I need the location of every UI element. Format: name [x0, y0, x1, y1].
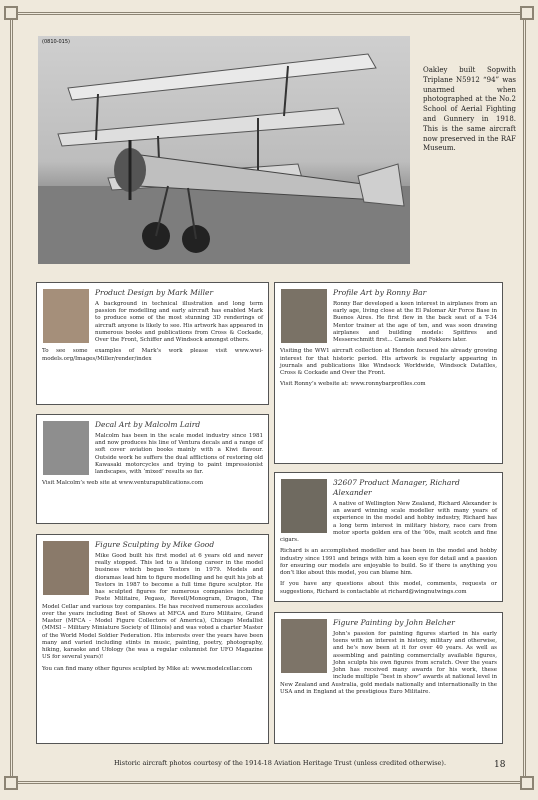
bio-ronny-bar [274, 282, 503, 464]
triplane-photo [38, 36, 410, 264]
mark-miller-portrait [43, 289, 89, 343]
mike-good-portrait [43, 541, 89, 595]
richard-alexander-portrait [281, 479, 327, 533]
bio-text: You can find many other figures sculpted by Mike at: www.modelcellar.com [42, 665, 253, 672]
bio-text: If you have any questions about this model, comments, requests or suggestions, Richard is contactable at richard@wingnutwings.com [280, 581, 497, 595]
bio-text: Richard is an accomplished modeller and has been in the model and hobby industry since 1991 and brings with him a keen eye for detail and a passion for ensuring our models are enjoyable to build. So if there is anything you don’t like about this model, you can blame him. [280, 548, 497, 577]
bio-richard-alexander [274, 472, 503, 602]
john-belcher-portrait [281, 619, 327, 673]
ronny-bar-portrait [281, 289, 327, 343]
bio-john-belcher [274, 612, 503, 744]
bio-text: Visit Ronny’s website at: www.ronnybarprofiles.com [280, 381, 426, 388]
triplane-illustration [38, 36, 410, 264]
bio-text: A native of Wellington New Zealand, Richard Alexander is an award winning scale modeller with many years of experience in the model and hobby industry, Richard has a long term interest in military history, race cars from motor sports golden era of the ‘60s, malt scotch and fine cigars. [280, 500, 497, 544]
bio-text: John’s passion for painting figures started in his early teens with an interest in history, military and otherwise, and he’s now been at it for over 40 years. As well as assembling and painting commercially available figures, John sculpts his own figures from scratch. Over the years John has received many awards for his work, these include multiple “best in show” awards at national level in New Zealand and Australia, gold medals nationally and internationally in the USA and in England at the prestigious Euro Militaire. [280, 630, 497, 695]
bio-mike-good [36, 534, 269, 744]
bio-title: 32607 Product Manager, Richard Alexander [333, 478, 460, 497]
photo-id: (0810-015) [42, 39, 70, 45]
photo-credit-note: Historic aircraft photos courtesy of the 1914-18 Aviation Heritage Trust (unless credited otherwise). [114, 759, 447, 767]
corner-ornament [520, 6, 534, 20]
bio-text: Visiting the WW1 aircraft collection at Hendon focused his already growing interest for that historic period. His artwork is regularly appearing in journals and publications like Windsock Worldwide, Windsock Datafiles, Cross & Cockade and Over the Front. [280, 348, 497, 377]
bio-title: Figure Painting by John Belcher [333, 618, 455, 627]
bio-text: Mike Good built his first model at 6 years old and never really stopped. This led to a lifelong career in the model business which began Testors in 1979. Models and dioramas lead him to figure modelling and he quit his job at Testors in 1987 to become a full time figure sculptor. He has sculpted figures for numerous companies including Poste Militaire, Pegaso, Revell/Monogram, Dragon, The Model Cellar and various toy companies. He has received numerous accolades over the years including Best of Shows at MFCA and Euro Militaire, Grand Master (MFCA - Model Figure Collectors of America), Chicago Medallist (MMSI – Military Miniature Society of Illinois) and was voted a charter Master of the World Model Soldier Federation. His interests over the years have been many and varied including stints in music, painting, poetry, photography, hiking, karaoke and Ufology (he was a regular columnist for UFO Magazine US for several years)! [42, 552, 263, 661]
bio-text: Ronny Bar developed a keen interest in airplanes from an early age, living close at the El Palomar Air Force Base in Buenos Aires. He first flew in the back seat of a T-34 Mentor trainer at the age of ten, and was soon drawing airplanes and building models: Spitfires and Messerschmitt first... Camels and Fokkers later. [333, 300, 497, 344]
corner-ornament [4, 6, 18, 20]
bio-mark-miller [36, 282, 269, 405]
bio-text: Visit Malcolm’s web site at www.venturapublications.com [42, 480, 204, 487]
bio-title: Figure Sculpting by Mike Good [95, 540, 215, 549]
corner-ornament [4, 776, 18, 790]
corner-ornament [520, 776, 534, 790]
bio-malcolm-laird [36, 414, 269, 524]
malcolm-laird-portrait [43, 421, 89, 475]
bio-text: To see some examples of Mark’s work please visit www.wwi-models.org/Images/Miller/render/index [42, 348, 263, 362]
bio-title: Profile Art by Ronny Bar [333, 288, 427, 297]
bio-text: Malcolm has been in the scale model industry since 1981 and now produces his line of Ventura decals and a range of soft cover aviation books mainly with a Kiwi flavour. Outside work he suffers the dual afflictions of restoring old Kawasaki motorcycles and trying to paint impressionist landscapes, with ‘mixed’ results so far. [95, 432, 263, 476]
photo-caption: Oakley built Sopwith Triplane N5912 “94” was unarmed when photographed at the No.2 School of Aerial Fighting and Gunnery in 1918. This is the same aircraft now preserved in the RAF Museum. [423, 66, 516, 153]
bio-title: Product Design by Mark Miller [95, 288, 214, 297]
page-number: 18 [494, 760, 506, 770]
bio-title: Decal Art by Malcolm Laird [95, 420, 201, 429]
bio-text: A background in technical illustration and long term passion for modelling and early aircraft has enabled Mark to produce some of the most stunning 3D renderings of aircraft anyone is likely to see. His artwork has appeared in numerous books and publications from Cross & Cockade, Over the Front, Schiffer and Windsock amongst others. [95, 300, 263, 344]
